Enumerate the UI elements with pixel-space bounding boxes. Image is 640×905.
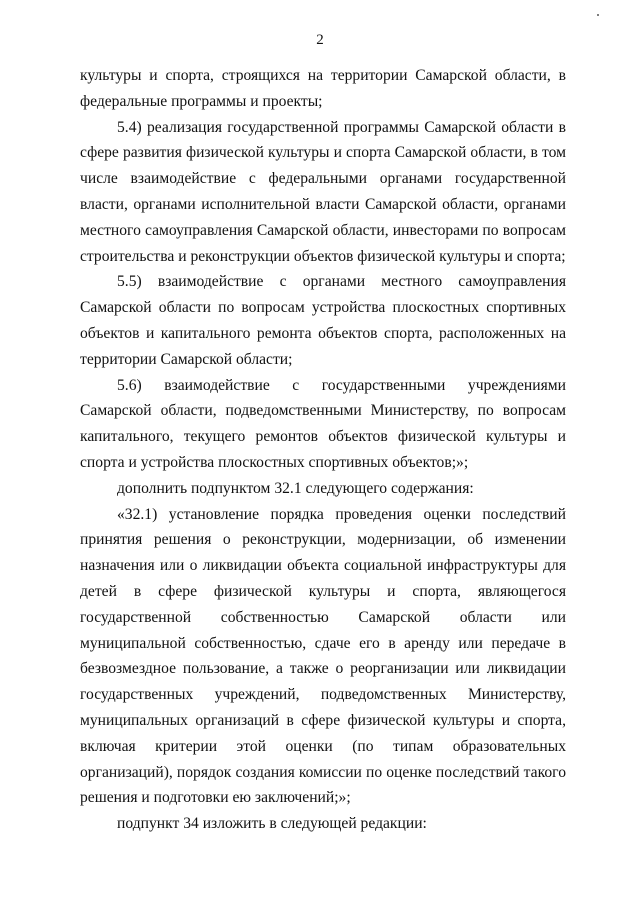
page-number: 2 [316, 32, 324, 48]
paragraph-continuation: культуры и спорта, строящихся на территории Самарской области, в федеральные программы и проекты; [80, 67, 566, 110]
scan-speck [597, 14, 599, 16]
paragraph-5-6: 5.6) взаимодействие с государственными учреждениями Самарской области, подведомственными Министерству, по вопросам капитального, текущего ремонтов объектов физической культуры и спорта и устройства плоскостных спортивных объектов;»; [80, 376, 566, 471]
paragraph-34-intro: подпункт 34 изложить в следующей редакции: [117, 815, 427, 833]
paragraph-32-1: «32.1) установление порядка проведения оценки последствий принятия решения о реконструкции, модернизации, об изменении назначения или о ликвидации объекта социальной инфраструктуры для детей в сфере физической культуры и спорта, являющегося государственной собственностью Самарской области или муниципальной собственностью, сдаче его в аренду или передаче в безвозмездное пользование, а также о реорганизации или ликвидации государственных учреждений, подведомственных Министерству, муниципальных организаций в сфере физической культуры и спорта, включая критерии этой оценки (по типам образовательных организаций), порядок создания комиссии по оценке последствий такого решения и подготовки ею заключений;»; [80, 505, 566, 807]
paragraph-5-5: 5.5) взаимодействие с органами местного самоуправления Самарской области по вопросам устройства плоскостных спортивных объектов и капитального ремонта объектов спорта, расположенных на территории Самарской области; [80, 273, 566, 368]
paragraph-5-4: 5.4) реализация государственной программы Самарской области в сфере развития физической культуры и спорта Самарской области, в том числе взаимодействие с федеральными органами государственной власти, органами исполнительной власти Самарской области, органами местного самоуправления Самарской области, инвесторами по вопросам строительства и реконструкции объектов физической культуры и спорта; [80, 118, 566, 265]
document-body [80, 63, 566, 837]
paragraph-add-32-1: дополнить подпунктом 32.1 следующего содержания: [117, 479, 474, 497]
